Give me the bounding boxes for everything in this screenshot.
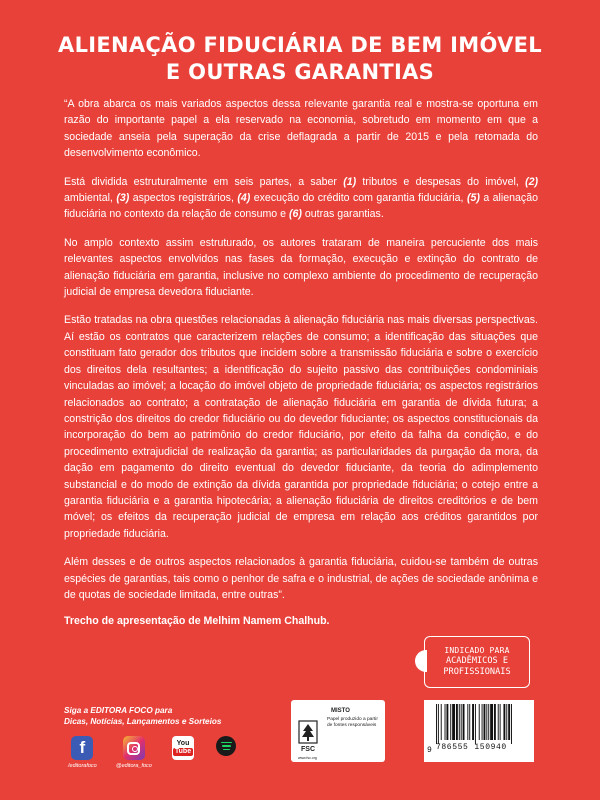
barcode-bar xyxy=(450,704,451,740)
p2-num-3: (3) xyxy=(116,192,130,205)
fsc-logo-text: FSC xyxy=(301,746,315,753)
barcode-bar xyxy=(461,704,462,740)
synopsis-paragraph-3: No amplo contexto assim estruturado, os autores trataram de maneira percuciente dos mais relevantes aspectos envolvidos nas fases da formação, execução e extinção do contrato de alienação fiduciária em garantia, inclusive no complexo ambiente do procedimento de recuperação judicial de empresa devedora fiduciante. xyxy=(64,236,538,299)
barcode-bar xyxy=(508,704,510,740)
audience-badge xyxy=(424,636,530,688)
follow-text xyxy=(64,706,221,727)
barcode-bar xyxy=(500,704,501,740)
barcode-bar xyxy=(445,704,446,740)
fsc-misto: MISTO xyxy=(331,708,350,714)
p2-num-1: (1) xyxy=(343,175,357,188)
instagram-icon xyxy=(123,736,145,760)
book-title-line-2: E OUTRAS GARANTIAS xyxy=(165,60,435,84)
p2-text-3: aspectos registrários, xyxy=(129,192,238,205)
badge-line-1: INDICADO PARA xyxy=(444,646,510,655)
follow-line-2: Dicas, Notícias, Lançamentos e Sorteios xyxy=(64,716,222,726)
barcode-bars xyxy=(436,704,528,744)
fsc-tree-icon xyxy=(298,720,318,754)
barcode-bar xyxy=(472,704,474,740)
book-title-line-1: ALIENAÇÃO FIDUCIÁRIA DE BEM IMÓVEL xyxy=(58,33,542,57)
fsc-label xyxy=(291,700,385,762)
youtube-tube: Tube xyxy=(174,748,192,755)
barcode-bar xyxy=(459,704,460,740)
barcode-bar xyxy=(482,704,483,740)
p2-num-4: (4) xyxy=(237,192,251,205)
barcode-bar xyxy=(498,704,499,740)
p2-text-5: a alienação fiduciária no contexto da relação de consumo e xyxy=(64,192,539,221)
barcode-bar xyxy=(490,704,493,740)
barcode-bar xyxy=(446,704,448,740)
book-title xyxy=(0,32,600,86)
facebook-caption: /editorafoco xyxy=(68,763,97,769)
spotify-icon xyxy=(216,736,236,756)
fsc-description: Papel produzido a partir de fontes responsáveis xyxy=(327,717,378,728)
synopsis-paragraph-5: Além desses e de outros aspectos relacionados à garantia fiduciária, cuidou-se também de outras espécies de garantias, tais como o penhor de safra e o industrial, de ações de sociedade anônima e de quotas de sociedade limitada, entre outras”. xyxy=(64,556,538,601)
barcode-bar xyxy=(494,704,496,740)
barcode-bar xyxy=(484,704,486,740)
p2-text-6: outras garantias. xyxy=(301,208,384,221)
barcode-bar xyxy=(436,704,437,744)
p2-text-2: ambiental, xyxy=(64,192,117,205)
barcode-bar xyxy=(511,704,512,744)
barcode-bar xyxy=(503,704,505,740)
follow-line-1: Siga a EDITORA FOCO para xyxy=(64,706,173,715)
p2-intro: Está dividida estruturalmente em seis partes, a saber xyxy=(64,175,344,188)
synopsis xyxy=(64,96,538,642)
badge-line-2: ACADÊMICOS E xyxy=(445,656,509,666)
barcode-bar xyxy=(463,704,465,740)
barcode-bar xyxy=(479,704,480,740)
p2-text-1: tributos e despesas do imóvel, xyxy=(356,175,526,188)
fsc-site: www.fsc.org xyxy=(298,756,317,760)
barcode-bar xyxy=(441,704,442,740)
p2-num-5: (5) xyxy=(466,192,480,205)
attribution: Trecho de apresentação de Melhim Namem Chalhub. xyxy=(64,615,330,628)
barcode-bar xyxy=(438,704,439,744)
barcode-group-2: 150940 xyxy=(474,743,507,752)
barcode-first-digit: 9 xyxy=(427,746,432,755)
spotify-link[interactable] xyxy=(216,736,236,756)
barcode-bar xyxy=(488,704,489,740)
instagram-caption: @editora_foco xyxy=(116,763,152,769)
barcode-bar xyxy=(456,704,458,740)
barcode-bar xyxy=(452,704,455,740)
barcode-bar xyxy=(467,704,468,740)
barcode-bar xyxy=(486,704,487,740)
barcode-bar xyxy=(475,704,476,744)
synopsis-paragraph-1: “A obra abarca os mais variados aspectos dessa relevante garantia real e mostra-se oportuna em razão do importante papel a ela reservado na economia, sobretudo em momento em que a sociedade anseia pela superação da crise deflagrada a partir de 2015 e pela retomada do desenvolvimento econômico. xyxy=(64,98,538,160)
facebook-icon: f xyxy=(71,736,93,760)
barcode-bar xyxy=(469,704,470,740)
facebook-link[interactable] xyxy=(68,736,97,769)
youtube-icon xyxy=(172,736,194,760)
p2-num-2: (2) xyxy=(525,175,539,188)
badge-line-3: PROFISSIONAIS xyxy=(443,667,511,677)
synopsis-paragraph-2 xyxy=(64,174,538,223)
youtube-you: You xyxy=(176,740,190,747)
instagram-link[interactable] xyxy=(116,736,152,769)
p2-text-4: execução do crédito com garantia fiduciária, xyxy=(250,192,467,205)
synopsis-paragraph-4: Estão tratadas na obra questões relacionadas à alienação fiduciária nas mais diversas perspectivas. Aí estão os contratos que caracterizem relações de consumo; a identificação das situações que constituam fato gerador dos tributos que incidem sobre a transmissão fiduciária e sobre o exercício dos direitos dela resultantes; a identificação do sujeito passivo das contribuições condominiais vinculadas ao imóvel; a locação do imóvel objeto de propriedade fiduciária; os aspectos registrários relacionados ao contrato; a contratação de alienação fiduciária em garantia de dívida futura; a constrição dos direitos do credor fiduciário ou do devedor fiduciante; os aspectos constitucionais da incorporação do bem ao patrimônio do credor fiduciário, por efeito da falha da condição, e do procedimento extrajudicial de realização da garantia; as particularidades da purgação da mora, da dação em pagamento do direito eventual do devedor fiduciante, da teoria do adimplemento substancial e do modo de extinção da dívida garantida por propriedade fiduciária; o cotejo entre a garantia fiduciária e a garantia hipotecária; a alienação fiduciária de direitos creditórios e de bem móvel; os efeitos da recuperação judicial de empresa em relação aos créditos garantidos por propriedade fiduciária. xyxy=(64,314,538,540)
youtube-link[interactable] xyxy=(172,736,194,760)
barcode-group-1: 786555 xyxy=(436,743,469,752)
barcode-bar xyxy=(506,704,507,740)
p2-num-6: (6) xyxy=(288,208,302,221)
isbn-barcode xyxy=(424,700,534,762)
